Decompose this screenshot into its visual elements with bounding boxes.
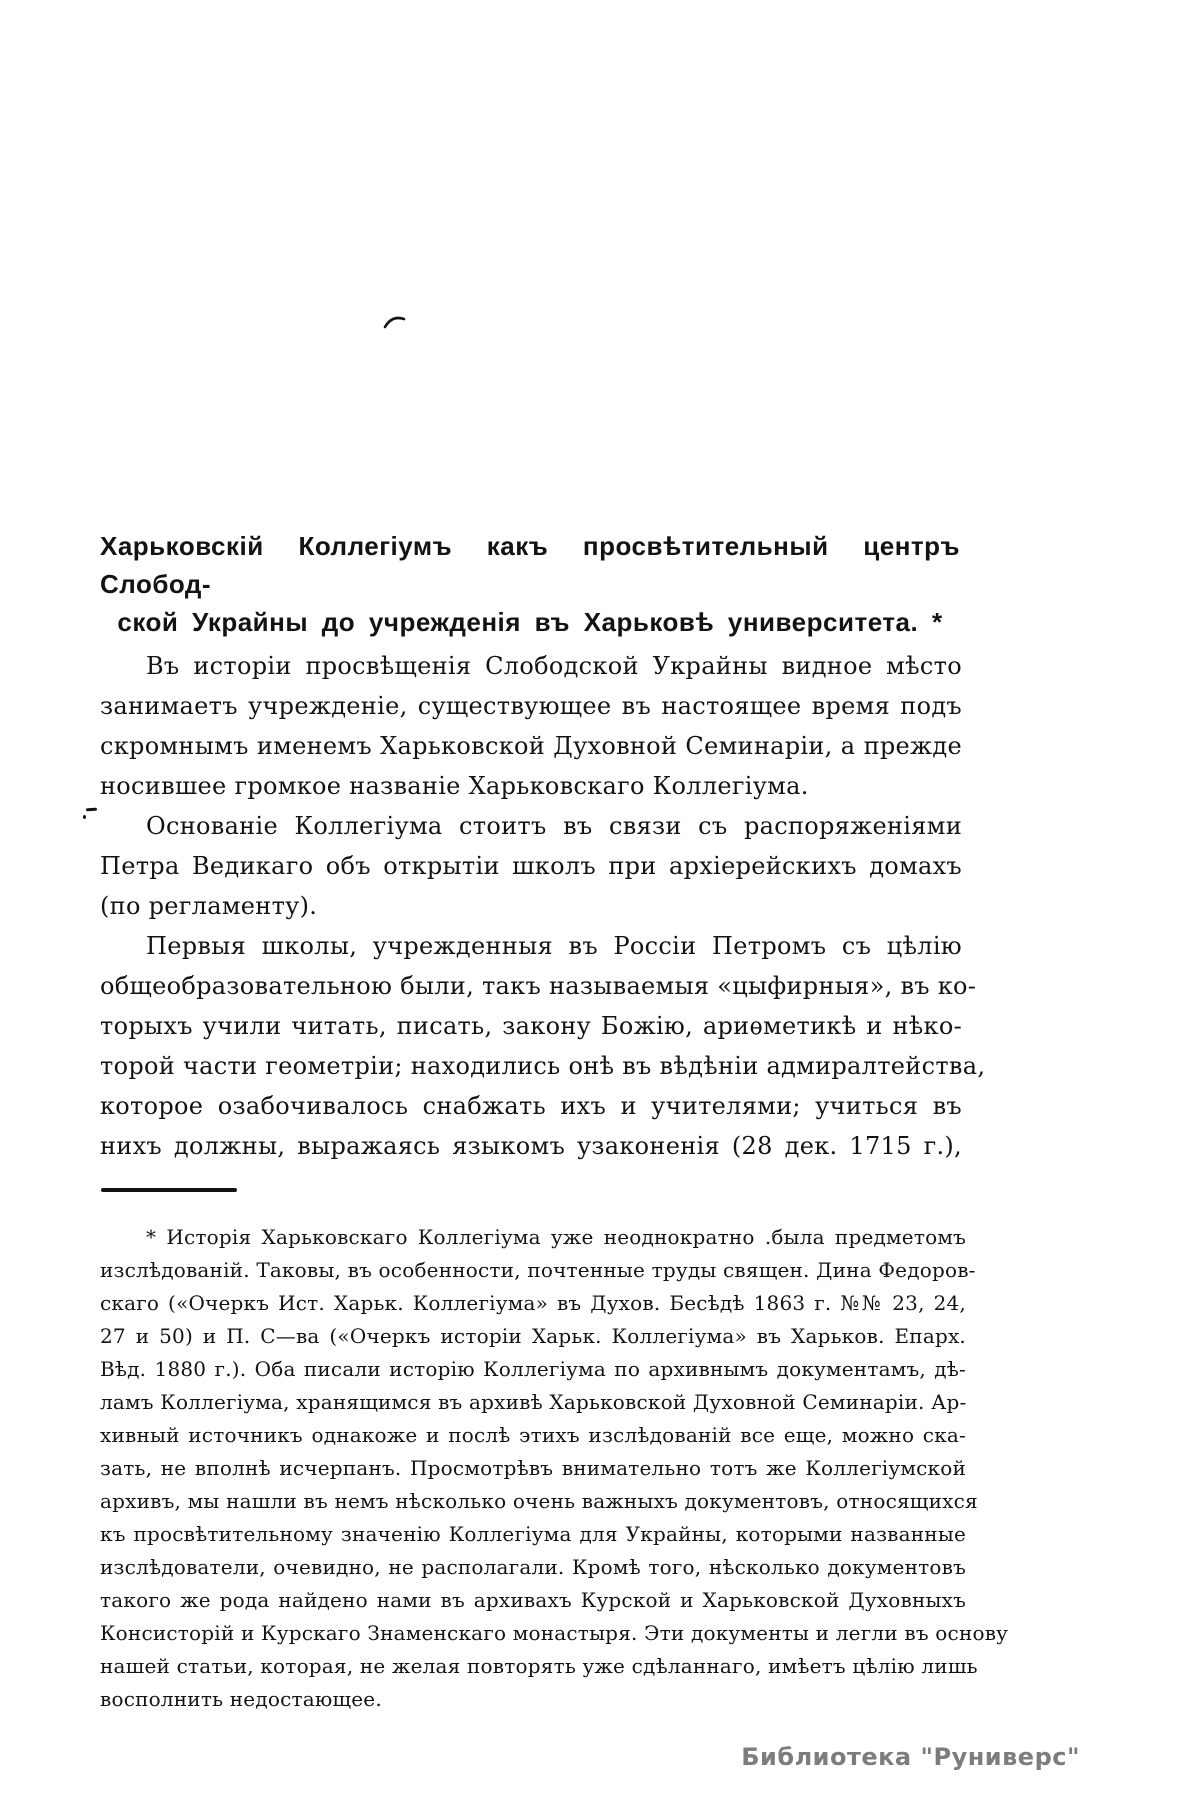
body-line: торой части геометріи; находились онѣ въ вѣдѣніи адмиралтейства,: [100, 1052, 986, 1080]
footnote-line: хивный источникъ однакоже и послѣ этихъ изслѣдованій все еще, можно ска-: [100, 1423, 966, 1447]
footnote-line: изслѣдованій. Таковы, въ особенности, почтенные труды священ. Дина Федоров-: [100, 1258, 976, 1282]
footnote-line: зать, не вполнѣ исчерпанъ. Просмотрѣвъ внимательно тотъ же Коллегіумской: [100, 1456, 966, 1480]
body-line: Въ исторіи просвѣщенія Слободской Украйны видное мѣсто: [146, 652, 962, 680]
article-title-line1: Харьковскій Коллегіумъ какъ просвѣтительный центръ Слобод-: [100, 531, 960, 599]
footnote-line: къ просвѣтительному значенію Коллегіума для Украйны, которыми названные: [100, 1522, 966, 1546]
body-line: скромнымъ именемъ Харьковской Духовной Семинаріи, а прежде: [100, 732, 962, 760]
footnote-line: скаго («Очеркъ Ист. Харьк. Коллегіума» въ Духов. Бесѣдѣ 1863 г. №№ 23, 24,: [100, 1291, 966, 1315]
body-line: Основаніе Коллегіума стоитъ въ связи съ распоряженіями: [146, 812, 962, 840]
pen-mark: [383, 312, 407, 332]
footnote-line: Консисторій и Курскаго Знаменскаго монастыря. Эти документы и легли въ основу: [100, 1621, 1009, 1645]
footnote-line: ламъ Коллегіума, хранящимся въ архивѣ Харьковской Духовной Семинаріи. Ар-: [100, 1390, 967, 1414]
article-title-line2: ской Украйны до учрежденія въ Харьковѣ университета. *: [117, 607, 943, 637]
footnote-line: такого же рода найдено нами въ архивахъ Курской и Харьковской Духовныхъ: [100, 1588, 966, 1612]
footnote-line: * Исторія Харьковскаго Коллегіума уже неоднократно .была предметомъ: [146, 1225, 966, 1249]
footnote-line: нашей статьи, которая, не желая повторять уже сдѣланнаго, имѣетъ цѣлію лишь: [100, 1654, 978, 1678]
body-line: Первыя школы, учрежденныя въ Россіи Петромъ съ цѣлію: [146, 932, 962, 960]
footnote-line: восполнить недостающее.: [100, 1687, 382, 1711]
margin-dot: [83, 815, 86, 819]
body-line: общеобразовательною были, такъ называемыя «цыфирныя», въ ко-: [100, 972, 977, 1000]
body-text: [100, 646, 986, 1166]
body-line: торыхъ учили читать, писать, закону Божію, ариѳметикѣ и нѣко-: [100, 1012, 962, 1040]
body-line: носившее громкое названіе Харьковскаго Коллегіума.: [100, 772, 809, 800]
footnote-line: архивъ, мы нашли въ немъ нѣсколько очень важныхъ документовъ, относящихся: [100, 1489, 978, 1513]
margin-mark: [82, 806, 98, 820]
footnote-line: Вѣд. 1880 г.). Оба писали исторію Коллегіума по архивнымъ документамъ, дѣ-: [100, 1357, 966, 1381]
body-line: занимаетъ учрежденіе, существующее въ настоящее время подъ: [100, 692, 962, 720]
footnote-line: 27 и 50) и П. С—ва («Очеркъ исторіи Харьк. Коллегіума» въ Харьков. Епарх.: [100, 1324, 966, 1348]
body-line: (по регламенту).: [100, 892, 318, 920]
margin-dash: [86, 808, 97, 812]
body-line: которое озабочивалось снабжать ихъ и учителями; учиться въ: [100, 1092, 962, 1120]
footnote-text: [100, 1221, 1009, 1716]
footnote-line: изслѣдователи, очевидно, не располагали. Кромѣ того, нѣсколько документовъ: [100, 1555, 966, 1579]
body-line: Петра Ведикаго объ открытіи школъ при архіерейскихъ домахъ: [100, 852, 962, 880]
body-line: нихъ должны, выражаясь языкомъ узаконенія (28 дек. 1715 г.),: [100, 1132, 962, 1160]
article-title: [100, 527, 960, 641]
footnote-rule: [101, 1188, 237, 1192]
library-watermark: Библиотека "Руниверс": [741, 1743, 1080, 1771]
